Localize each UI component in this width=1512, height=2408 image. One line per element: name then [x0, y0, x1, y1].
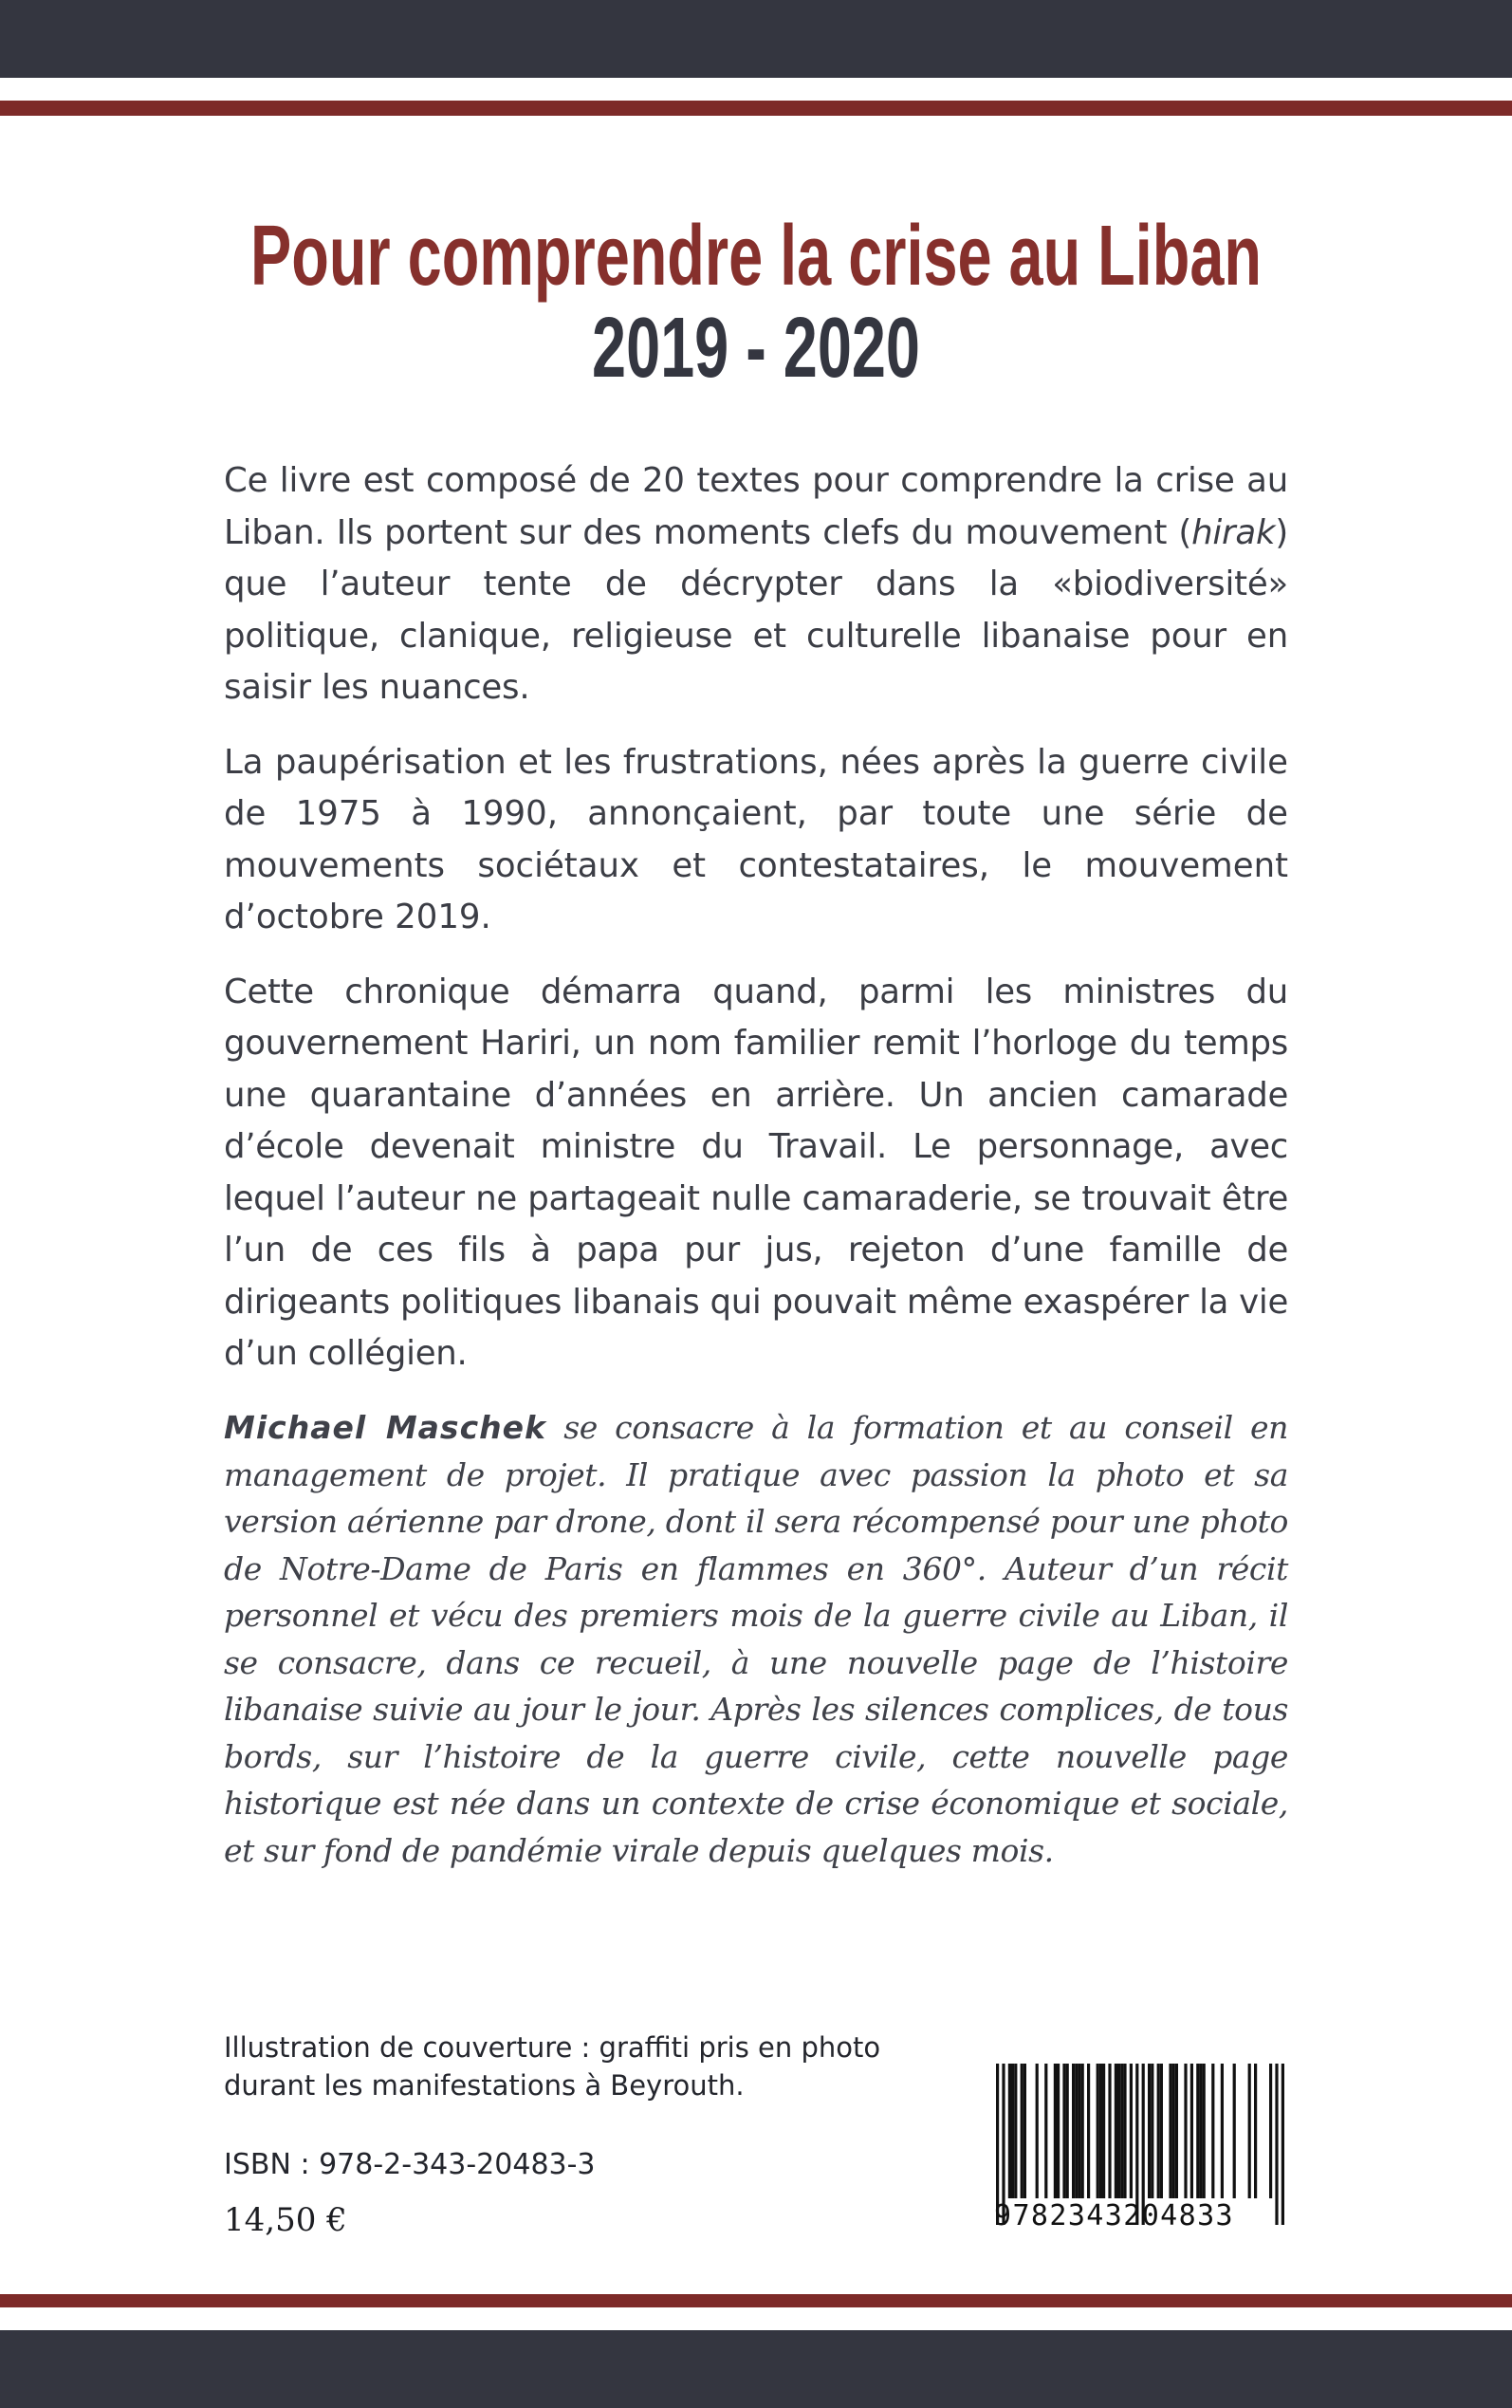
top-red-rule	[0, 101, 1512, 116]
barcode-bar	[1172, 2064, 1175, 2198]
barcode-bar	[1102, 2064, 1105, 2198]
barcode-bar	[1081, 2064, 1084, 2198]
barcode-bar	[1151, 2064, 1153, 2198]
barcode-bar	[1044, 2064, 1047, 2198]
barcode-bar	[1233, 2064, 1236, 2198]
barcode-bar	[1248, 2064, 1251, 2198]
barcode-bar	[1087, 2064, 1090, 2198]
top-dark-band	[0, 0, 1512, 78]
barcode-bar	[1175, 2064, 1178, 2198]
barcode-bar	[1203, 2064, 1206, 2198]
barcode-bar	[1115, 2064, 1117, 2198]
book-title	[212, 211, 1300, 395]
barcode-bar	[1023, 2064, 1026, 2198]
barcode-bar	[1148, 2064, 1151, 2198]
summary-paragraph-1: Ce livre est composé de 20 textes pour comprendre la crise au Liban. Ils portent sur des moments clefs du mouvement (hirak) que l’auteur tente de décrypter dans la «biodiversité» politique, clanique, religieuse et culturelle libanaise pour en saisir les nuances.	[224, 461, 1288, 707]
barcode-digits: 9782343204833	[994, 2199, 1234, 2232]
barcode-bar	[1117, 2064, 1120, 2198]
barcode-bar	[1196, 2064, 1199, 2198]
isbn: ISBN : 978-2-343-20483-3	[224, 2148, 596, 2181]
barcode-bar	[1254, 2064, 1257, 2198]
barcode-bar	[1269, 2064, 1272, 2198]
bottom-dark-band	[0, 2330, 1512, 2408]
cover-credit	[224, 2028, 888, 2104]
credit-line-1: Illustration de couverture : graffiti pris en photo	[224, 2031, 881, 2064]
barcode-bar	[1160, 2064, 1163, 2198]
barcode-bar	[1097, 2064, 1099, 2198]
barcode-bar	[1078, 2064, 1080, 2198]
barcode-bar	[1120, 2064, 1123, 2198]
barcode-bar	[1014, 2064, 1017, 2198]
summary-paragraph-3: Cette chronique démarra quand, parmi les ministres du gouvernement Hariri, un nom familier remit l’horloge du temps une quarantaine d’années en arrière. Un ancien camarade d’école devenait ministre du Travail. Le personnage, avec lequel l’auteur ne partageait nulle camaraderie, se trouvait être l’un de ces fils à papa pur jus, rejeton d’une famille de dirigeants politiques libanais qui pouvait même exaspérer la vie d’un collégien.	[224, 972, 1288, 1373]
credit-line-2: durant les manifestations à Beyrouth.	[224, 2069, 745, 2102]
barcode-bar	[1062, 2064, 1065, 2198]
barcode-bar	[1157, 2064, 1160, 2198]
barcode-bar	[1108, 2064, 1111, 2198]
barcode-bar	[1211, 2064, 1214, 2198]
bottom-red-rule	[0, 2294, 1512, 2307]
barcode-bar	[1036, 2064, 1039, 2198]
barcode-bar	[1057, 2064, 1060, 2198]
barcode-bar	[1099, 2064, 1102, 2198]
barcode-bar	[1008, 2064, 1011, 2198]
author-bio-text: se consacre à la formation et au conseil en management de projet. Il pratique avec passion la photo et sa version aérienne par drone, dont il sera récompensé pour une photo de Notre-Dame de Paris en flammes en 360°. Auteur d’un récit personnel et vécu des premiers mois de la guerre civile au Liban, il se consacre, dans ce recueil, à une nouvelle page de l’histoire libanaise suivie au jour le jour. Après les silences complices, de tous bords, sur l’histoire de la guerre civile, cette nouvelle page historique est née dans un contexte de crise économique et sociale, et sur fond de pandémie virale depuis quelques mois.	[224, 1409, 1288, 1869]
barcode-bar	[1130, 2064, 1133, 2198]
barcode-bar	[1054, 2064, 1057, 2198]
title-years: 2019 - 2020	[592, 301, 920, 397]
barcode-bar	[1011, 2064, 1014, 2198]
barcode-bar	[1184, 2064, 1187, 2198]
barcode-bar	[1199, 2064, 1202, 2198]
barcode-bar	[1075, 2064, 1078, 2198]
price: 14,50 €	[224, 2201, 347, 2239]
author-bio	[224, 1404, 1288, 1874]
hirak-term: hirak	[1191, 512, 1276, 552]
barcode-bar	[1221, 2064, 1224, 2198]
barcode-bar	[1169, 2064, 1171, 2198]
author-name: Michael Maschek	[224, 1409, 546, 1446]
summary-paragraph-2: La paupérisation et les frustrations, nées après la guerre civile de 1975 à 1990, annonçaient, par toute une série de mouvements sociétaux et contestataires, le mouvement d’octobre 2019.	[224, 742, 1288, 936]
barcode-bar	[1066, 2064, 1069, 2198]
barcode-bar	[1123, 2064, 1126, 2198]
barcode-bar	[1190, 2064, 1193, 2198]
barcode-bar	[1072, 2064, 1075, 2198]
summary-text	[224, 455, 1288, 1403]
barcode-bar	[1021, 2064, 1023, 2198]
title-line-1: Pour comprendre la crise au Liban	[250, 209, 1262, 304]
